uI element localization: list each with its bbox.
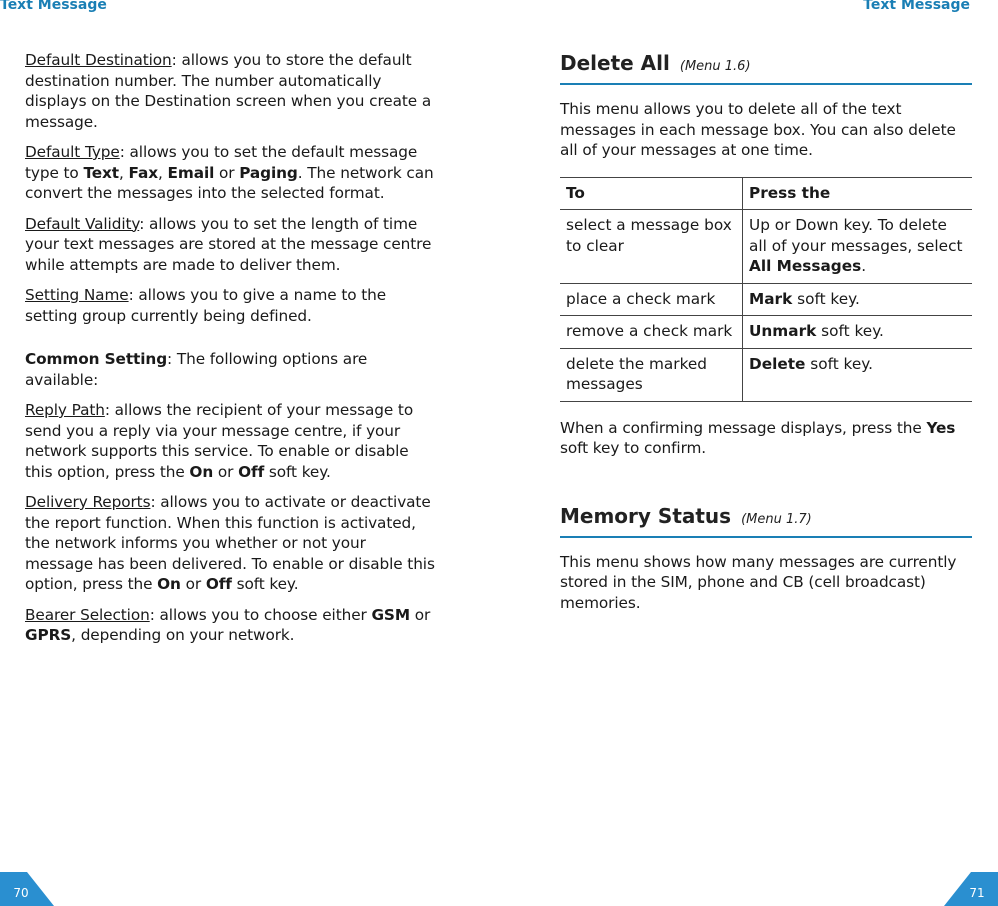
confirm-text-1: When a confirming message displays, press the: [560, 418, 927, 437]
default-type-text-1: : allows you to set the default message type to: [25, 143, 418, 182]
delivery-reports-text-1: : allows you to activate or deactivate the report function. When this function is activated, the network informs you whether or not your message has been delivered. To enable or disable this option, press the: [25, 493, 435, 593]
cell-text: soft key.: [792, 289, 860, 308]
cell-text: Up or Down key. To delete all of your messages, select: [749, 216, 963, 255]
table-row: [560, 283, 972, 316]
sep-3: or: [214, 163, 240, 182]
yes-key-label: Yes: [926, 418, 956, 437]
cell-text: soft key.: [816, 322, 884, 340]
mark-key-label: Mark: [749, 289, 793, 308]
right-page-header: Text Message: [863, 0, 970, 13]
reply-path-term: Reply Path: [25, 401, 105, 419]
delete-all-table: [560, 177, 972, 402]
setting-name-text: : allows you to give a name to the setting group currently being defined.: [25, 286, 387, 325]
bearer-selection-term: Bearer Selection: [25, 605, 150, 624]
setting-name-paragraph: [25, 285, 435, 326]
bearer-gsm: GSM: [371, 605, 410, 624]
table-cell: place a check mark: [560, 283, 743, 316]
delete-all-title: Delete All: [560, 51, 670, 75]
table-row: [560, 210, 972, 284]
right-page-column: [560, 50, 972, 623]
table-cell: [743, 210, 973, 284]
option-paging: Paging: [239, 163, 298, 182]
option-fax: Fax: [128, 163, 158, 182]
table-cell: [743, 348, 973, 401]
reply-path-paragraph: [25, 400, 435, 482]
left-page-column: [25, 50, 435, 656]
default-validity-text: : allows you to set the length of time your text messages are stored at the message centre while attempts are made to deliver them.: [25, 214, 432, 274]
sep-1: ,: [119, 163, 129, 182]
bearer-sep: or: [409, 605, 431, 624]
default-type-text-2: . The network can convert the messages into the selected format.: [25, 163, 434, 202]
default-type-paragraph: [25, 142, 435, 204]
cell-text: .: [861, 257, 867, 275]
delivery-reports-paragraph: [25, 492, 435, 595]
common-setting-paragraph: [25, 349, 435, 390]
table-cell: delete the marked messages: [560, 348, 743, 401]
delete-all-intro: This menu allows you to delete all of the text messages in each message box. You can also delete all of your messages at one time.: [560, 100, 956, 159]
memory-status-title: Memory Status: [560, 503, 732, 528]
reply-path-on: On: [189, 462, 214, 481]
delivery-reports-on: On: [157, 575, 181, 593]
right-page-tab: [944, 872, 998, 906]
cell-text: soft key.: [805, 354, 874, 373]
memory-status-text: This menu shows how many messages are currently stored in the SIM, phone and CB (cell broadcast) memories.: [560, 552, 957, 612]
bearer-selection-text-1: : allows you to choose either: [149, 605, 372, 624]
sep-2: ,: [158, 163, 168, 182]
setting-name-term: Setting Name: [25, 286, 129, 304]
left-page-number: 70: [13, 886, 29, 900]
default-validity-paragraph: [25, 214, 435, 276]
default-destination-paragraph: [25, 50, 435, 132]
table-header-press: Press the: [743, 177, 973, 210]
default-destination-text: : allows you to store the default destination number. The number automatically displays on the Destination screen when you create a message.: [25, 51, 432, 131]
table-row: [560, 348, 972, 401]
reply-path-text-2: soft key.: [264, 462, 331, 481]
memory-status-menu-ref: (Menu 1.7): [741, 511, 812, 527]
bearer-selection-text-2: , depending on your network.: [71, 626, 295, 644]
unmark-key-label: Unmark: [749, 322, 817, 340]
delivery-reports-text-2: soft key.: [231, 575, 299, 593]
common-setting-term: Common Setting: [25, 350, 168, 368]
default-validity-term: Default Validity: [25, 214, 140, 233]
confirm-paragraph: [560, 418, 972, 459]
default-type-term: Default Type: [25, 143, 120, 161]
table-cell: [743, 316, 973, 349]
option-text: Text: [83, 163, 120, 182]
delivery-reports-off: Off: [205, 575, 232, 593]
reply-path-text-1: : allows the recipient of your message to send you a reply via your message centre, if your network supports this service. To enable or disable this option, press the: [25, 401, 414, 481]
table-cell: select a message box to clear: [560, 210, 743, 284]
option-email: Email: [167, 163, 215, 182]
table-cell: [743, 283, 973, 316]
left-page-tab: [0, 872, 54, 906]
table-header-row: [560, 177, 972, 210]
table-header-to: To: [560, 177, 743, 210]
confirm-text-2: soft key to confirm.: [560, 439, 707, 457]
delete-key-label: Delete: [749, 354, 806, 373]
delete-all-heading: [560, 50, 972, 85]
delete-all-menu-ref: (Menu 1.6): [679, 59, 751, 74]
reply-path-off: Off: [238, 462, 265, 481]
delivery-reports-term: Delivery Reports: [25, 493, 151, 511]
memory-status-heading: [560, 503, 972, 538]
reply-path-sep: or: [213, 462, 239, 481]
bearer-gprs: GPRS: [25, 626, 72, 644]
table-row: [560, 316, 972, 349]
default-destination-term: Default Destination: [25, 51, 172, 69]
table-cell: remove a check mark: [560, 316, 743, 349]
bearer-selection-paragraph: [25, 605, 435, 646]
left-page-header: Text Message: [0, 0, 107, 13]
common-setting-text: : The following options are available:: [25, 350, 368, 389]
right-page-number: 71: [969, 886, 985, 900]
all-messages-label: All Messages: [749, 257, 862, 275]
delivery-reports-sep: or: [180, 575, 206, 593]
